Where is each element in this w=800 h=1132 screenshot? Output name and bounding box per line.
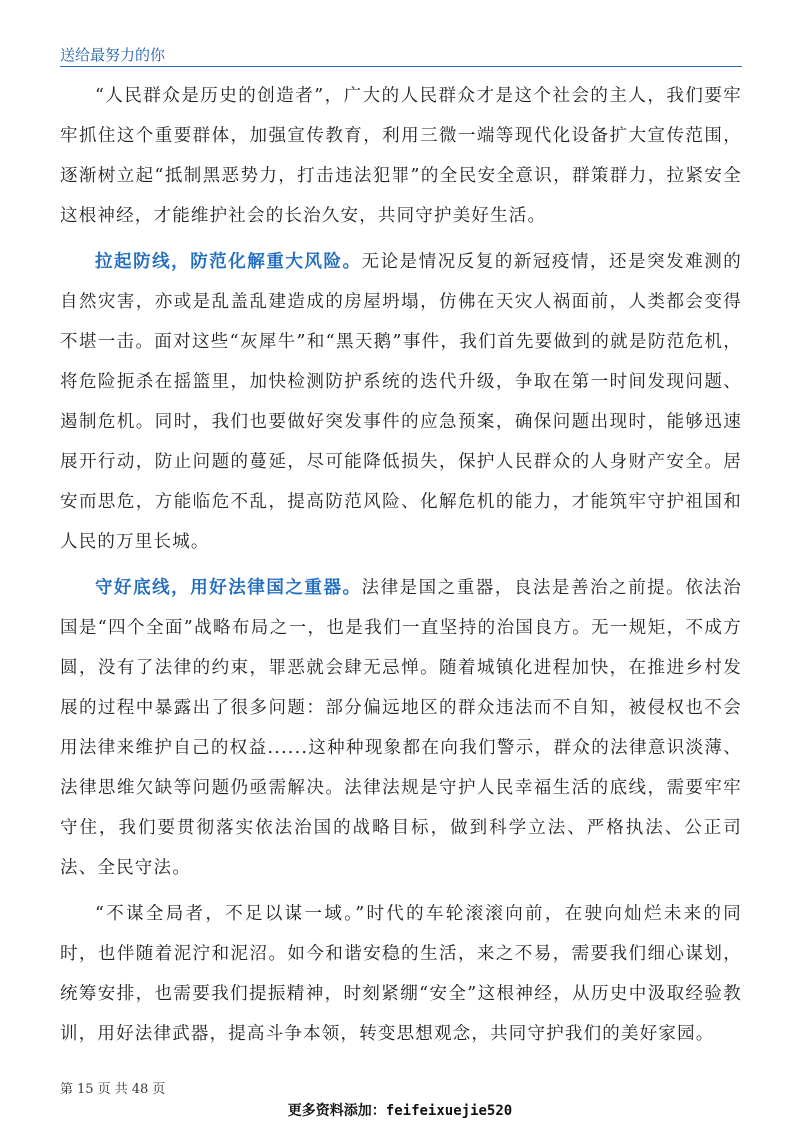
document-body (60, 76, 742, 1060)
paragraph-3 (60, 568, 742, 888)
paragraph-1 (60, 76, 742, 236)
header-divider (60, 66, 742, 67)
paragraph-3-lead: 守好底线，用好法律国之重器。 (95, 578, 362, 598)
contact-label: 更多资料添加： (287, 1103, 386, 1119)
page-suffix: 页 (152, 1082, 166, 1097)
footer-contact (0, 1100, 800, 1120)
page-middle: 页 共 (97, 1082, 128, 1097)
paragraph-1-text: “人民群众是历史的创造者”，广大的人民群众才是这个社会的主人，我们要牢牢抓住这个重要群体，加强宣传教育，利用三微一端等现代化设备扩大宣传范围，逐渐树立起“抵制黑恶势力，打击违法犯罪”的全民安全意识，群策群力，拉紧安全这根神经，才能维护社会的长治久安，共同守护美好生活。 (60, 86, 742, 226)
contact-handle: feifeixuejie520 (385, 1103, 513, 1119)
page-number: 15 (77, 1082, 94, 1097)
page-prefix: 第 (60, 1082, 74, 1097)
paragraph-3-text: 法律是国之重器，良法是善治之前提。依法治国是“四个全面”战略布局之一，也是我们一直坚持的治国良方。无一规矩，不成方圆，没有了法律的约束，罪恶就会肆无忌惮。随着城镇化进程加快，在推进乡村发展的过程中暴露出了很多问题：部分偏远地区的群众违法而不自知，被侵权也不会用法律来维护自己的权益......这种种现象都在向我们警示，群众的法律意识淡薄、法律思维欠缺等问题仍亟需解决。法律法规是守护人民幸福生活的底线，需要牢牢守住，我们要贯彻落实依法治国的战略目标，做到科学立法、严格执法、公正司法、全民守法。 (60, 578, 742, 878)
paragraph-4 (60, 894, 742, 1054)
paragraph-2-lead: 拉起防线，防范化解重大风险。 (95, 252, 362, 272)
paragraph-2 (60, 242, 742, 562)
total-pages: 48 (131, 1082, 149, 1097)
paragraph-4-text: “不谋全局者，不足以谋一域。”时代的车轮滚滚向前，在驶向灿烂未来的同时，也伴随着泥泞和泥沼。如今和谐安稳的生活，来之不易，需要我们细心谋划，统筹安排，也需要我们提振精神，时刻紧绷“安全”这根神经，从历史中汲取经验教训，用好法律武器，提高斗争本领，转变思想观念，共同守护我们的美好家园。 (60, 904, 742, 1044)
paragraph-2-text: 无论是情况反复的新冠疫情，还是突发难测的自然灾害，亦或是乱盖乱建造成的房屋坍塌，仿佛在天灾人祸面前，人类都会变得不堪一击。面对这些“灰犀牛”和“黑天鹅”事件，我们首先要做到的就是防范危机，将危险扼杀在摇篮里，加快检测防护系统的迭代升级，争取在第一时间发现问题、遏制危机。同时，我们也要做好突发事件的应急预案，确保问题出现时，能够迅速展开行动，防止问题的蔓延，尽可能降低损失，保护人民群众的人身财产安全。居安而思危，方能临危不乱，提高防范风险、化解危机的能力，才能筑牢守护祖国和人民的万里长城。 (60, 252, 742, 552)
page-counter (60, 1078, 169, 1097)
document-header-title: 送给最努力的你 (60, 46, 166, 64)
